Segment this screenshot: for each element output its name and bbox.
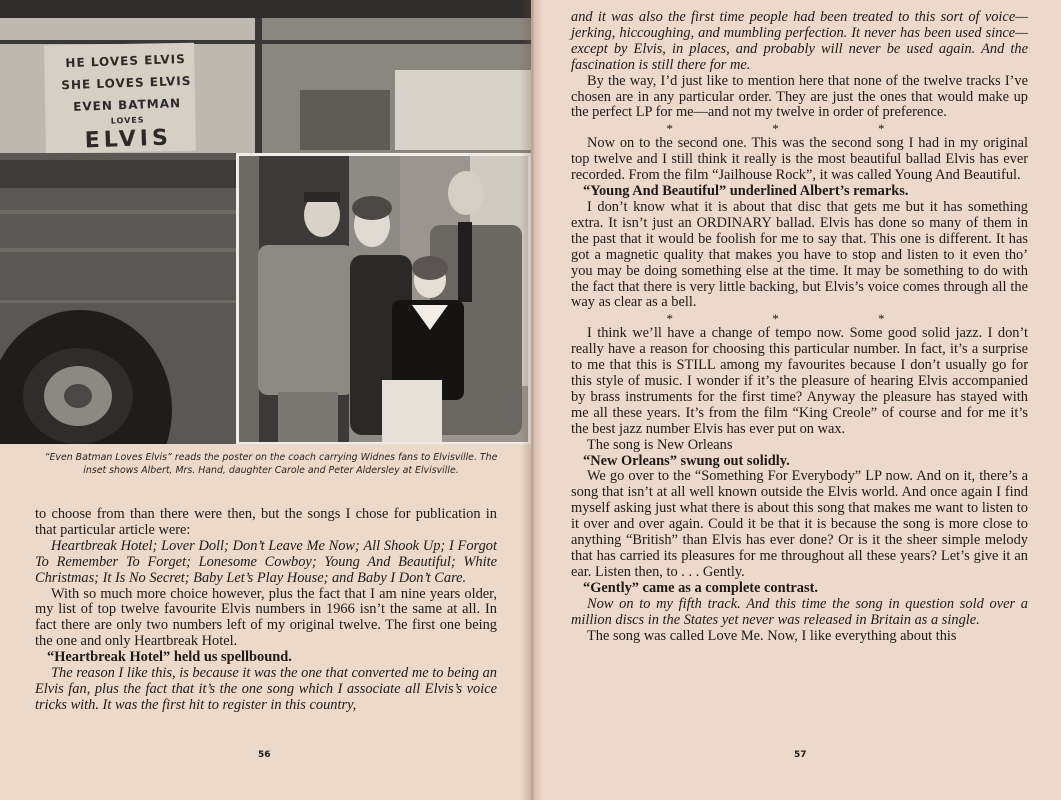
paragraph: Now on to the second one. This was the second song I had in my original top twelve and I still think it really is the most beautiful ballad Elvis has ever recorded. From the film “Jailhouse Rock”, it was called Young And Beautiful.: [571, 135, 1028, 184]
page-number: 56: [258, 750, 271, 760]
section-divider: * * *: [666, 121, 933, 137]
poster-sign: [50, 47, 204, 156]
paragraph: and it was also the first time people had been treated to this sort of voice—jerking, hiccoughing, and mumbling perfection. It never has been used since—except by Elvis, in places, and probably will never be used again. And the fascination is still there for me.: [571, 9, 1028, 73]
paragraph: I don’t know what it is about that disc that gets me but it has something extra. It isn’t just an ORDINARY ballad. Elvis has done so many of them in the past that it would be foolish for me to say that. This one is different. It has got a magnetic quality that makes you have to stop and listen to it even tho’ you may be doing something else at the time. It may be something to do with the fact that there is very little backing, but Elvis’s voice comes through all the way as clear as a bell.: [571, 198, 1028, 311]
paragraph: The song was called Love Me. Now, I like everything about this: [587, 627, 957, 644]
photo-caption: “Even Batman Loves Elvis” reads the poster on the coach carrying Widnes fans to Elvisville. The inset shows Albert, Mrs. Hand, daughter Carole and Peter Aldersley at Elvisville.: [44, 452, 498, 476]
section-heading: “Heartbreak Hotel” held us spellbound.: [47, 649, 292, 666]
section-heading: “Gently” came as a complete contrast.: [583, 579, 818, 596]
poster-line: EVEN BATMAN: [72, 96, 182, 114]
paragraph: The song is New Orleans: [587, 436, 733, 453]
poster-line: LOVES: [110, 115, 145, 126]
paragraph: The reason I like this, is because it was the one that converted me to being an Elvis fan, plus the fact that it’s the one song which I associate all Elvis’s voice tricks with. It was the first hit to register in this country,: [35, 665, 497, 713]
book-gutter: [520, 0, 544, 800]
paragraph: I think we’ll have a change of tempo now. Some good solid jazz. I don’t really have a reason for choosing this particular number. In fact, it’s a surprise to me that this is STILL among my favourites because I don’t usually go for this style of music. I wonder if it’s the pleasure of hearing Elvis accompanied by brass instruments for the first time? Anyway the pleasure has stayed with me all these years. It’s from the film “King Creole” of course and for me it’s the best jazz number Elvis has ever put on wax.: [571, 325, 1028, 437]
poster-line: HE LOVES ELVIS: [65, 51, 186, 71]
song-list-paragraph: Heartbreak Hotel; Lover Doll; Don’t Leave Me Now; All Shook Up; I Forgot To Remember To Forget; Lonesome Cowboy; Young And Beautiful; White Christmas; It Is No Secret; Baby Let’s Play House; and Baby I Don’t Care.: [35, 537, 497, 586]
section-divider: * * *: [666, 311, 933, 327]
poster-line: ELVIS: [84, 125, 173, 154]
section-heading: “New Orleans” swung out solidly.: [583, 452, 790, 469]
paragraph: We go over to the “Something For Everybody” LP now. And on it, there’s a song that isn’t at all well known outside the Elvis world. And once again I find myself asking just what there is about this song that makes me want to listen to it over and over again. Could it be that it is because the song is more close to anything “British” than Elvis has ever done? Or is it the sheer simple melody that has carried its pleasures for me throughout all these years? Let’s give it an ear. Listen then, to . . . Gently.: [571, 468, 1028, 580]
paragraph: Now on to my fifth track. And this time the song in question sold over a million discs in the States yet never was released in Britain as a single.: [571, 595, 1028, 628]
coach-photo: [0, 0, 531, 444]
right-page-text: [571, 10, 1028, 644]
poster-line: SHE LOVES ELVIS: [61, 73, 192, 93]
paragraph: With so much more choice however, plus the fact that I am nine years older, my list of top twelve favourite Elvis numbers in 1966 isn’t the same at all. In fact there are only two numbers left of my original twelve. The first one being the one and only Heartbreak Hotel.: [35, 585, 497, 650]
right-page: [531, 0, 1061, 800]
page-number: 57: [794, 750, 807, 760]
left-page-text: [35, 507, 497, 714]
paragraph: By the way, I’d just like to mention here that none of the twelve tracks I’ve chosen are in any particular order. They are just the ones that would make up the perfect LP for me—and not my twelve in order of preference.: [571, 72, 1028, 121]
section-heading: “Young And Beautiful” underlined Albert’s remarks.: [583, 183, 909, 200]
paragraph: to choose from than there were then, but the songs I chose for publication in that particular article were:: [35, 506, 497, 538]
